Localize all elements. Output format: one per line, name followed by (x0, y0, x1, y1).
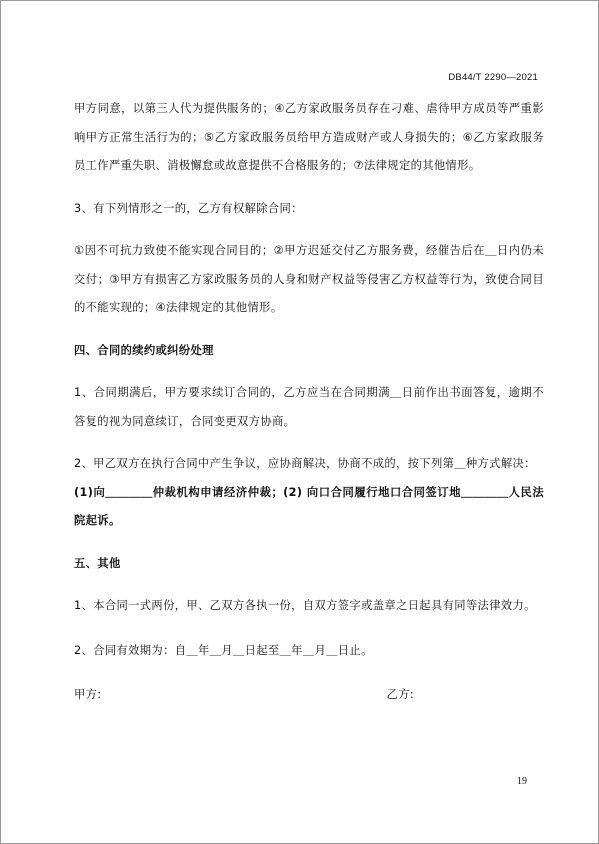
paragraph-renewal: 1、合同期满后，甲方要求续订合同的，乙方应当在合同期满＿日前作出书面答复，逾期不答复的视为同意续订，合同变更双方协商。 (74, 386, 544, 428)
signature-row (74, 681, 414, 710)
paragraph-termination-party-a-cont: 甲方同意，以第三人代为提供服务的；④乙方家政服务员存在刁难、虐待甲方成员等严重影响甲方正常生活行为的；⑤乙方家政服务员给甲方造成财产或人身损失的；⑥乙方家政服务员工作严重失职、消极懈怠或故意提供不合格服务的；⑦法律规定的其他情形。 (74, 102, 544, 172)
document-body (74, 95, 544, 710)
paragraph-dispute-resolution: 2、甲乙双方在执行合同中产生争议，应协商解决，协商不成的，按下列第＿种方式解决： (74, 457, 536, 470)
paragraph-party-b-termination-intro: 3、有下列情形之一的，乙方有权解除合同： (74, 201, 303, 215)
standard-number: DB44/T 2290—2021 (448, 72, 538, 83)
party-a-signature-label: 甲方: (74, 688, 102, 701)
paragraph-party-b-termination-conditions: ①因不可抗力致使不能实现合同目的；②甲方迟延交付乙方服务费，经催告后在＿日内仍未交付；③甲方有损害乙方家政服务员的人身和财产权益等侵害乙方权益等行为，致使合同目的不能实现的；④法律规定的其他情形。 (74, 244, 544, 314)
paragraph-copies: 1、本合同一式两份，甲、乙双方各执一份，自双方签字或盖章之日起具有同等法律效力。 (74, 599, 536, 612)
section-heading-renewal-disputes: 四、合同的续约或纠纷处理 (74, 343, 214, 357)
paragraph-validity-period: 2、合同有效期为：自＿年＿月＿日起至＿年＿月＿日止。 (74, 643, 373, 657)
party-b-signature-label: 乙方: (386, 688, 414, 701)
page-number: 19 (517, 776, 527, 787)
section-heading-other: 五、其他 (74, 556, 121, 570)
paragraph-dispute-options: (1)向＿＿＿＿仲裁机构申请经济仲裁；(2) 向口合同履行地口合同签订地＿＿＿＿人民法院起诉。 (74, 485, 544, 527)
